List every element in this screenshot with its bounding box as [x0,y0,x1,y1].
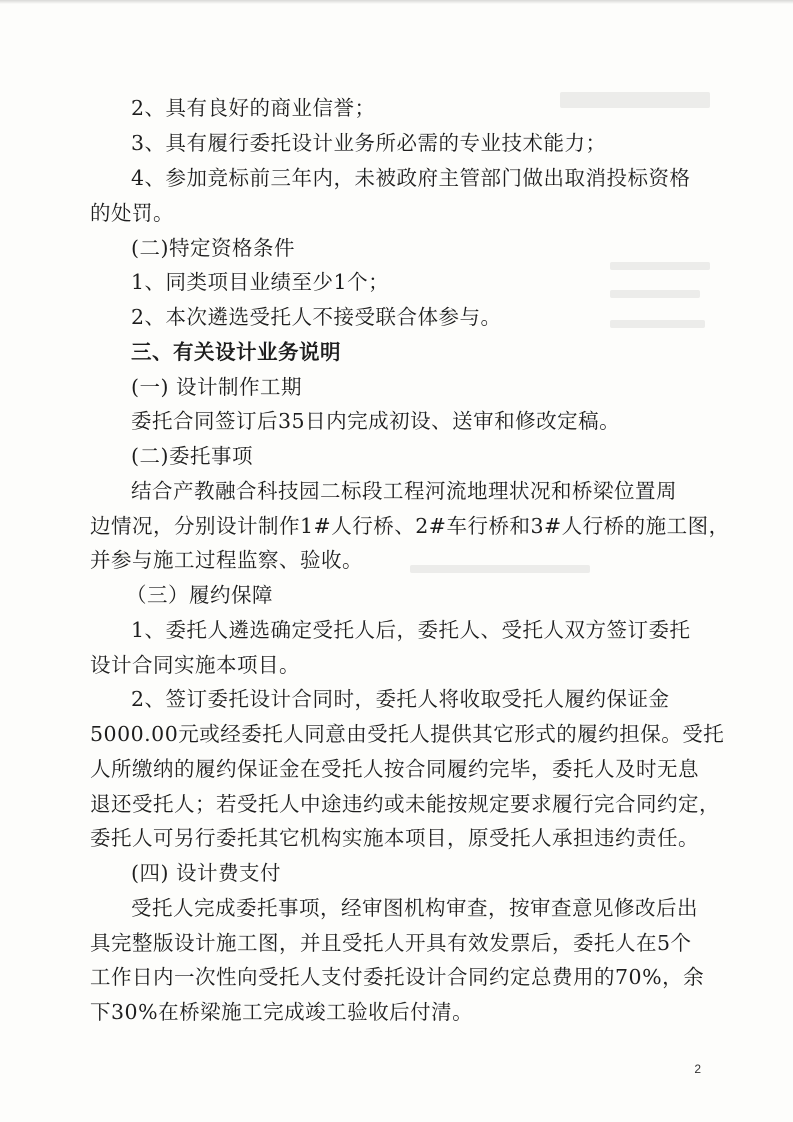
section-subheading: (二)特定资格条件 [131,236,295,260]
text-line: 1、委托人遴选确定受托人后，委托人、受托人双方签订委托 [131,618,691,642]
show-through-mark [610,262,710,270]
text-line: 5000.00元或经委托人同意由受托人提供其它形式的履约担保。受托 [90,722,725,746]
text-line: 受托人完成委托事项，经审图机构审查，按审查意见修改后出 [131,896,698,920]
show-through-mark [410,565,590,573]
section-heading: 三、有关设计业务说明 [131,340,341,364]
text-line: 结合产教融合科技园二标段工程河流地理状况和桥梁位置周 [131,479,677,503]
text-line: 具完整版设计施工图，并且受托人开具有效发票后，委托人在5个 [90,931,692,955]
text-line: 委托人可另行委托其它机构实施本项目，原受托人承担违约责任。 [90,826,699,850]
text-line: 下30%在桥梁施工完成竣工验收后付清。 [90,1000,474,1024]
section-subheading: （三）履约保障 [126,583,273,607]
section-subheading: (二)委托事项 [131,444,253,468]
text-line: 并参与施工过程监察、验收。 [90,548,363,572]
text-line: 3、具有履行委托设计业务所必需的专业技术能力； [131,131,607,155]
text-line: 退还受托人；若受托人中途违约或未能按规定要求履行完合同约定， [90,792,720,816]
text-line: 的处罚。 [90,201,174,225]
section-subheading: (一) 设计制作工期 [131,375,303,399]
text-line: 4、参加竞标前三年内，未被政府主管部门做出取消投标资格 [131,166,691,190]
show-through-mark [610,290,700,298]
show-through-mark [560,92,710,108]
text-line: 1、同类项目业绩至少1个； [131,270,390,294]
text-line: 边情况，分别设计制作1#人行桥、2#车行桥和3#人行桥的施工图， [90,514,730,538]
text-line: 2、具有良好的商业信誉； [131,96,376,120]
text-line: 委托合同签订后35日内完成初设、送审和修改定稿。 [131,409,621,433]
text-line: 2、本次遴选受托人不接受联合体参与。 [131,305,502,329]
text-line: 设计合同实施本项目。 [90,653,300,677]
text-line: 工作日内一次性向受托人支付委托设计合同约定总费用的70%，余 [90,965,705,989]
text-line: 2、签订委托设计合同时，委托人将收取受托人履约保证金 [131,687,670,711]
scan-edge [0,0,793,4]
text-line: 人所缴纳的履约保证金在受托人按合同履约完毕，委托人及时无息 [90,757,699,781]
section-subheading: (四) 设计费支付 [131,861,282,885]
page-number: 2 [694,1062,701,1076]
show-through-mark [610,320,705,328]
